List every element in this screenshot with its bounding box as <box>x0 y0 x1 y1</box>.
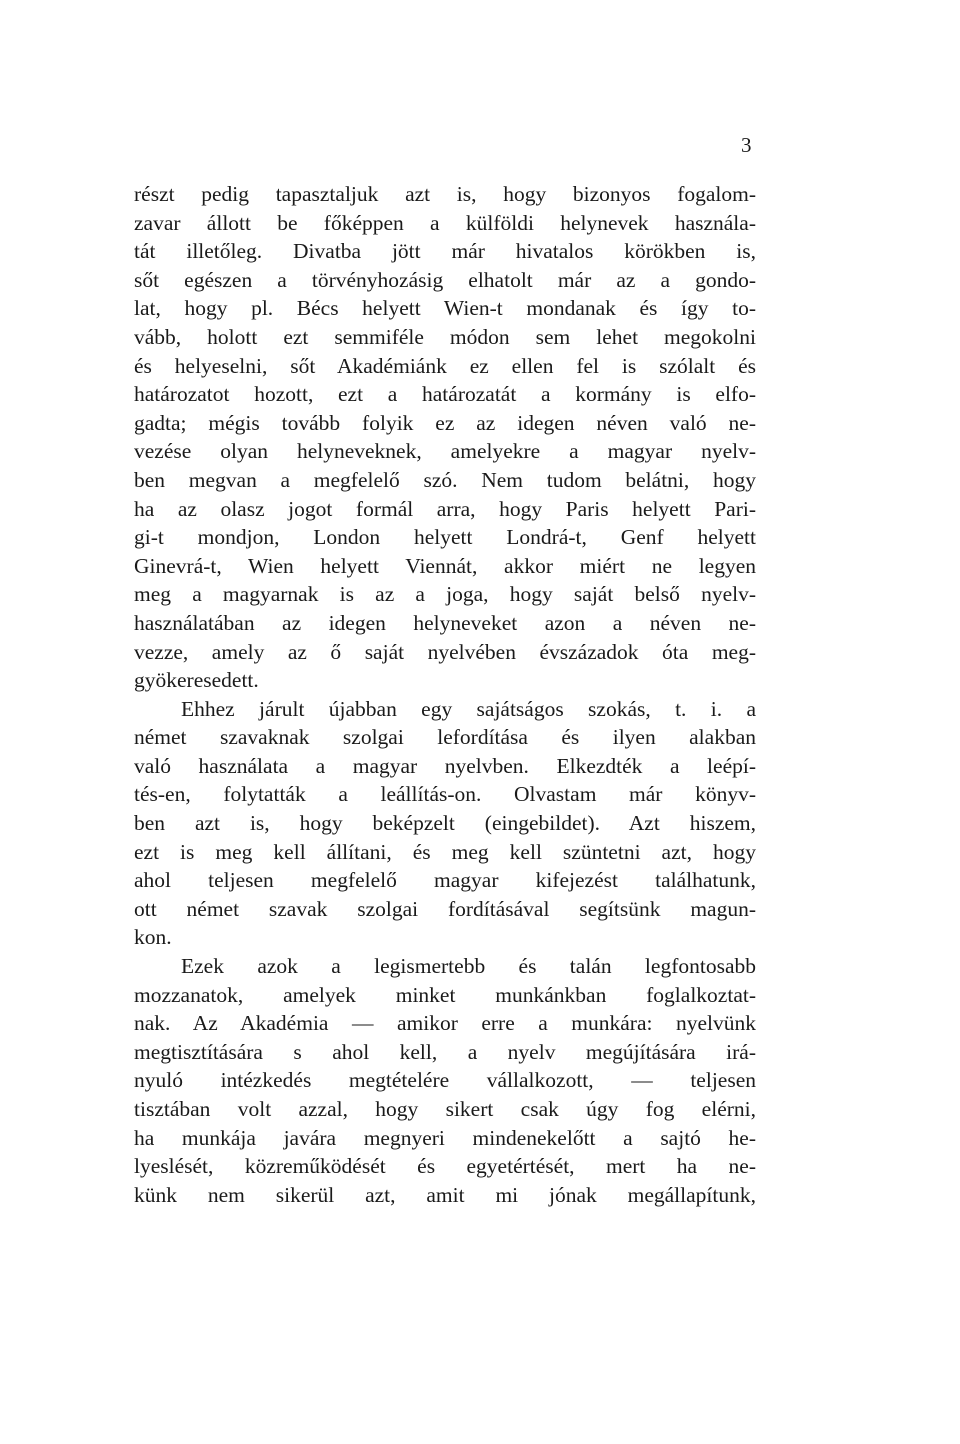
text-line: ahol teljesen megfelelő magyar kifejezést találhatunk, <box>134 868 756 893</box>
page-number: 3 <box>741 133 752 157</box>
text-line: künk nem sikerül azt, amit mi jónak megállapítunk, <box>134 1182 756 1207</box>
text-line: ha munkája javára megnyeri mindenekelőtt a sajtó he- <box>134 1125 756 1150</box>
text-line: vezése olyan helyneveknek, amelyekre a magyar nyelv- <box>134 439 756 464</box>
text-line: zavar állott be főképpen a külföldi helynevek használa- <box>134 210 756 235</box>
text-line: használatában az idegen helyneveket azon a néven ne- <box>134 610 756 635</box>
text-line: Ginevrá-t, Wien helyett Viennát, akkor miért ne legyen <box>134 553 756 578</box>
text-line: határozatot hozott, ezt a határozatát a kormány is elfo- <box>134 382 756 407</box>
text-line: sőt egészen a törvényhozásig elhatolt már az a gondo- <box>134 267 756 292</box>
text-line: részt pedig tapasztaljuk azt is, hogy bizonyos fogalom- <box>134 182 756 206</box>
text-line: Ehhez járult újabban egy sajátságos szokás, t. i. a <box>181 696 756 721</box>
text-line: ott német szavak szolgai fordításával segítsünk magun- <box>134 896 756 921</box>
text-line: gi-t mondjon, London helyett Londrá-t, Genf helyett <box>134 525 756 550</box>
text-line: ha az olasz jogot formál arra, hogy Paris helyett Pari- <box>134 496 756 521</box>
text-line: Ezek azok a legismertebb és talán legfontosabb <box>181 954 756 979</box>
text-line: vább, holott ezt semmiféle módon sem lehet megokolni <box>134 324 756 349</box>
text-line: tát illetőleg. Divatba jött már hivatalos körökben is, <box>134 239 756 264</box>
text-line: megtisztítására s ahol kell, a nyelv megújítására irá- <box>134 1039 756 1064</box>
text-line: tisztában volt azzal, hogy sikert csak úgy fog elérni, <box>134 1097 756 1121</box>
text-line: meg a magyarnak is az a joga, hogy saját belső nyelv- <box>134 582 756 607</box>
text-line: való használata a magyar nyelvben. Elkezdték a leépí- <box>134 753 756 778</box>
text-line: német szavaknak szolgai lefordítása és ilyen alakban <box>134 725 756 750</box>
text-line: nak. Az Akadémia — amikor erre a munkára: nyelvünk <box>134 1011 756 1036</box>
text-line: és helyeselni, sőt Akadémiánk ez ellen fel is szólalt és <box>134 353 756 378</box>
text-line: tés-en, folytatták a leállítás-on. Olvastam már könyv- <box>134 782 756 807</box>
text-line: ezt is meg kell állítani, és meg kell szüntetni azt, hogy <box>134 839 756 864</box>
text-line: ben azt is, hogy beképzelt (eingebildet). Azt hiszem, <box>134 811 756 836</box>
text-line: gadta; mégis tovább folyik ez az idegen néven való ne- <box>134 410 756 435</box>
text-line: vezze, amely az ő saját nyelvében évszázadok óta meg- <box>134 639 756 664</box>
text-line: lyeslését, közreműködését és egyetértését, mert ha ne- <box>134 1154 756 1179</box>
text-line: nyuló intézkedés megtételére vállalkozott, — teljesen <box>134 1068 756 1093</box>
text-line: mozzanatok, amelyek minket munkánkban foglalkoztat- <box>134 982 756 1007</box>
body-text <box>134 180 756 1209</box>
text-line: kon. <box>134 925 172 950</box>
text-line: gyökeresedett. <box>134 668 259 693</box>
text-line: ben megvan a megfelelő szó. Nem tudom belátni, hogy <box>134 467 756 492</box>
text-line: lat, hogy pl. Bécs helyett Wien-t mondanak és így to- <box>134 296 756 321</box>
